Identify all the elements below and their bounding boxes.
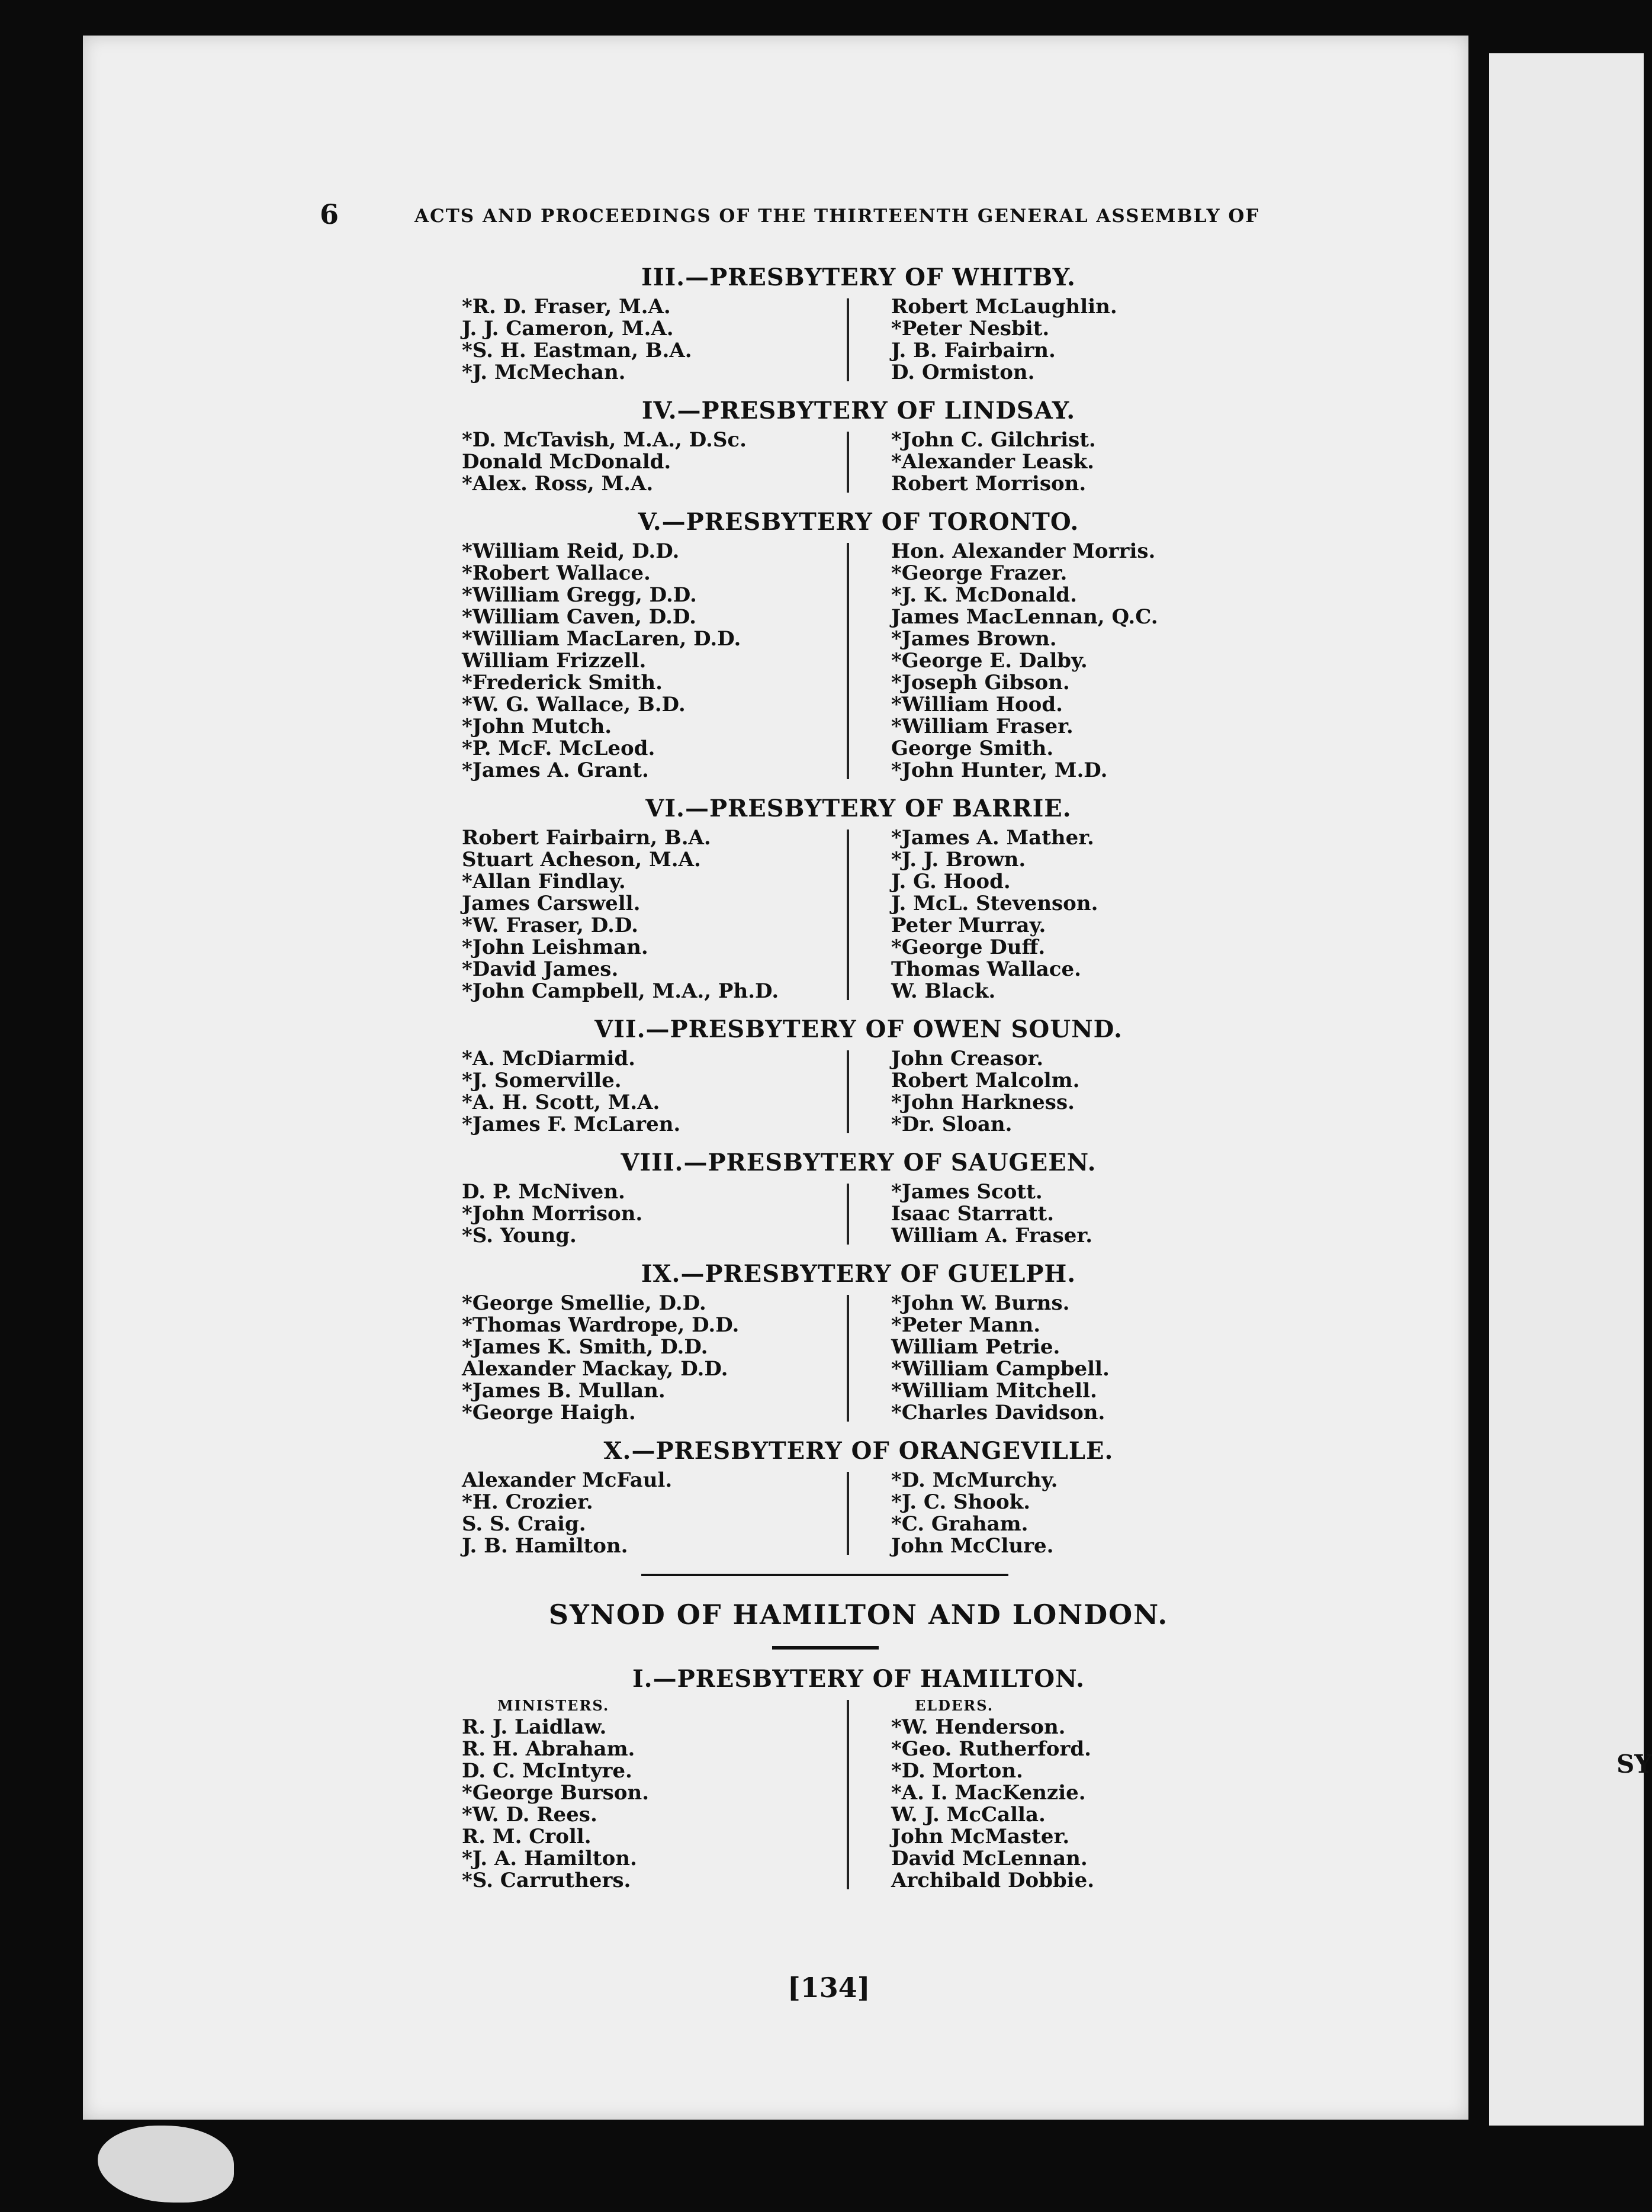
member-name: *C. Graham. [891,1512,1029,1536]
presbytery-columns [438,1181,1279,1247]
presbytery-columns [438,296,1279,384]
member-name: *James Brown. [891,627,1057,651]
member-name: *Frederick Smith. [462,671,663,695]
presbytery-columns [438,1293,1279,1424]
member-name: *Allan Findlay. [462,870,626,893]
member-name: W. J. McCalla. [891,1803,1046,1827]
member-name: *A. I. MacKenzie. [891,1781,1086,1805]
column-divider [847,298,849,381]
presbytery-hamilton [438,1665,1279,1892]
presbytery-columns [438,1697,1279,1892]
member-name: *James Scott. [891,1180,1043,1204]
member-name: *A. McDiarmid. [462,1047,636,1070]
member-name: W. Black. [891,979,996,1003]
left-column [438,429,850,495]
page-stain [98,2126,234,2203]
elders-list [891,1716,1279,1892]
right-column [850,429,1279,495]
left-column [438,1181,850,1247]
member-name: *James A. Mather. [891,826,1094,850]
member-name: *Robert Wallace. [462,561,651,585]
member-name: *Alexander Leask. [891,450,1094,474]
member-name: Robert McLaughlin. [891,295,1117,319]
column-divider [847,1700,849,1889]
member-name: *Alex. Ross, M.A. [462,472,654,496]
member-name: *John Mutch. [462,715,612,738]
member-name: *John Harkness. [891,1091,1075,1114]
member-name: *Peter Mann. [891,1313,1041,1337]
member-name: *S. H. Eastman, B.A. [462,339,692,362]
member-name: Alexander McFaul. [462,1468,673,1492]
section-rule [641,1574,1008,1576]
member-name: *James K. Smith, D.D. [462,1335,708,1359]
member-name: R. J. Laidlaw. [462,1715,607,1739]
member-name: *John Leishman. [462,935,648,959]
presbytery-title: IV.—PRESBYTERY OF LINDSAY. [641,397,1076,425]
member-name: R. H. Abraham. [462,1737,635,1761]
member-name: *Dr. Sloan. [891,1113,1013,1136]
presbytery-title: VIII.—PRESBYTERY OF SAUGEEN. [621,1149,1097,1176]
member-name: George Smith. [891,737,1054,760]
left-column [438,541,850,782]
elders-heading: ELDERS. [915,1697,994,1714]
presbytery-block [438,795,1279,1002]
member-name: James Carswell. [462,892,641,915]
member-name: Robert Fairbairn, B.A. [462,826,711,850]
presbytery-block [438,1437,1279,1557]
elders-column [850,1697,1279,1892]
member-name: *John Campbell, M.A., Ph.D. [462,979,779,1003]
member-name: Donald McDonald. [462,450,671,474]
member-name: *P. McF. McLeod. [462,737,655,760]
presbytery-block [438,263,1279,384]
presbytery-title: III.—PRESBYTERY OF WHITBY. [641,263,1076,291]
running-title: ACTS AND PROCEEDINGS OF THE THIRTEENTH GENERAL ASSEMBLY OF [414,205,1260,227]
member-name: William Frizzell. [462,649,647,673]
member-name: *John C. Gilchrist. [891,428,1096,452]
presbytery-title: X.—PRESBYTERY OF ORANGEVILLE. [603,1437,1114,1465]
presbytery-block [438,1260,1279,1424]
member-name: *George Frazer. [891,561,1068,585]
synod-title: SYNOD OF HAMILTON AND LONDON. [548,1599,1169,1631]
ministers-list [462,1716,850,1892]
member-name: *D. McMurchy. [891,1468,1058,1492]
member-name: D. Ormiston. [891,361,1035,384]
member-name: J. J. Cameron, M.A. [462,317,674,340]
right-column [850,1470,1279,1557]
member-name: *William Hood. [891,693,1063,716]
member-name: Archibald Dobbie. [891,1869,1095,1892]
member-name: *W. Henderson. [891,1715,1066,1739]
member-name: *H. Crozier. [462,1490,593,1514]
ministers-heading: MINISTERS. [497,1697,610,1714]
presbytery-title: I.—PRESBYTERY OF HAMILTON. [632,1665,1085,1693]
member-name: David McLennan. [891,1847,1088,1870]
member-name: *W. G. Wallace, B.D. [462,693,686,716]
right-column [850,1293,1279,1424]
member-name: *James A. Grant. [462,758,649,782]
member-name: William A. Fraser. [891,1224,1093,1248]
member-name: J. G. Hood. [891,870,1011,893]
member-name: Alexander Mackay, D.D. [462,1357,728,1381]
member-name: *Joseph Gibson. [891,671,1070,695]
member-name: *Geo. Rutherford. [891,1737,1091,1761]
printer-signature: [134] [788,1972,870,2004]
presbytery-title: V.—PRESBYTERY OF TORONTO. [638,508,1079,536]
member-name: *R. D. Fraser, M.A. [462,295,671,319]
presbytery-title: IX.—PRESBYTERY OF GUELPH. [641,1260,1076,1288]
column-divider [847,830,849,1000]
member-name: R. M. Croll. [462,1825,592,1848]
member-name: Robert Morrison. [891,472,1087,496]
member-name: *William Campbell. [891,1357,1110,1381]
column-divider [847,1050,849,1133]
member-name: *William Mitchell. [891,1379,1097,1403]
facing-page-fragment: SY [1616,1750,1652,1779]
member-name: *George Burson. [462,1781,650,1805]
member-name: Robert Malcolm. [891,1069,1080,1092]
left-column [438,1293,850,1424]
right-column [850,541,1279,782]
facing-page-edge [1489,53,1644,2126]
member-name: *W. D. Rees. [462,1803,597,1827]
right-column [850,296,1279,384]
member-name: James MacLennan, Q.C. [891,605,1158,629]
member-name: John Creasor. [891,1047,1044,1070]
member-name: *Charles Davidson. [891,1401,1105,1425]
page-number: 6 [320,198,339,230]
member-name: John McClure. [891,1534,1054,1558]
member-name: *George Haigh. [462,1401,636,1425]
member-name: Hon. Alexander Morris. [891,539,1156,563]
member-name: D. C. McIntyre. [462,1759,632,1783]
page-content [438,263,1279,1905]
member-name: *George Duff. [891,935,1046,959]
member-name: *John Hunter, M.D. [891,758,1108,782]
member-name: *William Reid, D.D. [462,539,680,563]
member-name: *John W. Burns. [891,1291,1070,1315]
presbytery-columns [438,541,1279,782]
member-name: Thomas Wallace. [891,957,1081,981]
column-divider [847,1184,849,1245]
member-name: *George E. Dalby. [891,649,1088,673]
column-divider [847,1472,849,1555]
member-name: *S. Carruthers. [462,1869,631,1892]
presbytery-title: VI.—PRESBYTERY OF BARRIE. [645,795,1072,822]
member-name: *William Gregg, D.D. [462,583,697,607]
left-column [438,827,850,1002]
member-name: *David James. [462,957,619,981]
member-name: *J. A. Hamilton. [462,1847,637,1870]
column-divider [847,1295,849,1422]
right-column [850,827,1279,1002]
member-name: J. B. Hamilton. [462,1534,628,1558]
member-name: *George Smellie, D.D. [462,1291,706,1315]
presbytery-block [438,508,1279,782]
member-name: Isaac Starratt. [891,1202,1055,1226]
presbytery-columns [438,827,1279,1002]
member-name: *John Morrison. [462,1202,643,1226]
member-name: *J. J. Brown. [891,848,1026,872]
presbytery-block [438,1149,1279,1247]
member-name: *J. Somerville. [462,1069,622,1092]
member-name: *J. K. McDonald. [891,583,1077,607]
member-name: *William Fraser. [891,715,1074,738]
member-name: *J. McMechan. [462,361,626,384]
presbytery-block [438,1015,1279,1136]
page-header [320,198,1291,234]
right-column [850,1181,1279,1247]
right-column [850,1048,1279,1136]
presbytery-columns [438,429,1279,495]
member-name: *J. C. Shook. [891,1490,1031,1514]
member-name: *Peter Nesbit. [891,317,1050,340]
member-name: *D. Morton. [891,1759,1023,1783]
member-name: *W. Fraser, D.D. [462,914,638,937]
presbytery-title: VII.—PRESBYTERY OF OWEN SOUND. [594,1015,1123,1043]
member-name: J. McL. Stevenson. [891,892,1098,915]
member-name: *James B. Mullan. [462,1379,666,1403]
presbytery-list [438,263,1279,1557]
presbytery-columns [438,1048,1279,1136]
member-name: John McMaster. [891,1825,1070,1848]
member-name: William Petrie. [891,1335,1060,1359]
column-divider [847,432,849,493]
synod-rule [772,1646,879,1650]
member-name: *Thomas Wardrope, D.D. [462,1313,740,1337]
member-name: Stuart Acheson, M.A. [462,848,701,872]
member-name: S. S. Craig. [462,1512,586,1536]
member-name: *William MacLaren, D.D. [462,627,741,651]
member-name: *A. H. Scott, M.A. [462,1091,660,1114]
presbytery-block [438,397,1279,495]
ministers-column [438,1697,850,1892]
column-divider [847,543,849,779]
member-name: J. B. Fairbairn. [891,339,1056,362]
member-name: *S. Young. [462,1224,577,1248]
left-column [438,296,850,384]
left-column [438,1470,850,1557]
member-name: *D. McTavish, M.A., D.Sc. [462,428,747,452]
presbytery-columns [438,1470,1279,1557]
member-name: *James F. McLaren. [462,1113,681,1136]
member-name: D. P. McNiven. [462,1180,625,1204]
left-column [438,1048,850,1136]
member-name: *William Caven, D.D. [462,605,696,629]
member-name: Peter Murray. [891,914,1046,937]
